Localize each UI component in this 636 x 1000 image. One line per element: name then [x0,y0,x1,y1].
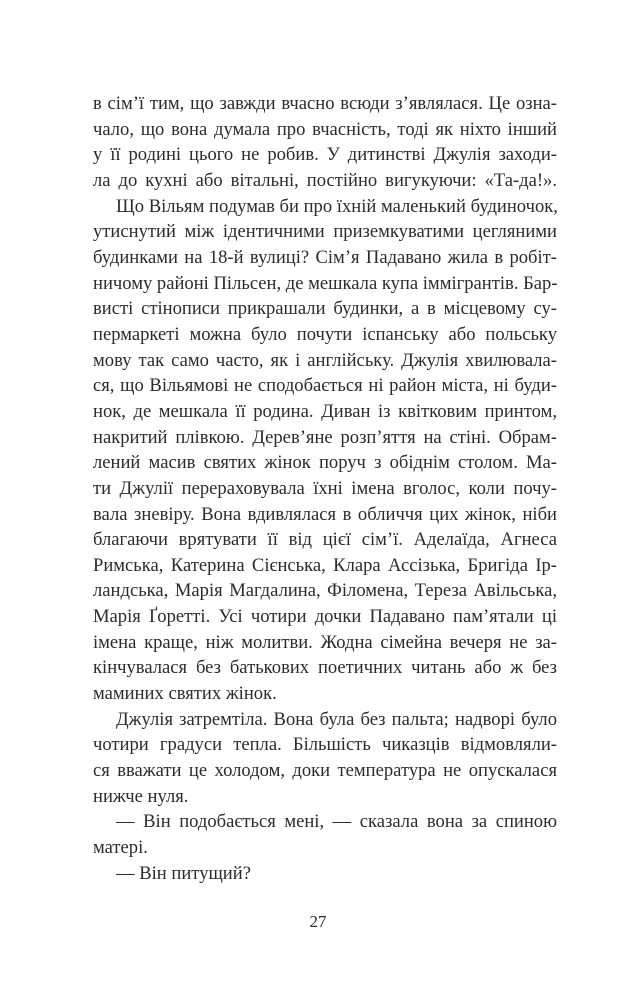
text-line: мову так само часто, як і англійську. Джулія хвилювала- [93,349,557,371]
text-line: Римська, Катерина Сієнська, Клара Ассізька, Бригіда Ір- [93,554,557,576]
body-text [93,91,557,886]
text-line: чало, що вона думала про вчасність, тоді як ніхто інший [93,118,557,140]
text-line: утиснутий між ідентичними приземкуватими цегляними [93,221,557,243]
page-number: 27 [309,912,327,931]
text-line: матері. [93,837,148,859]
text-line: Марія Ґоретті. Усі чотири дочки Падавано пам’ятали ці [93,606,557,628]
text-line: Джулія затремтіла. Вона була без пальта; надворі було [116,708,557,730]
text-line: висті стінописи прикрашали будинки, а в місцевому су- [93,298,557,320]
text-line: — Він питущий? [116,862,251,884]
text-line: в сім’ї тим, що завжди вчасно всюди з’являлася. Це озна- [93,93,557,114]
text-line: нижче нуля. [93,785,189,807]
text-line: ся вважати це холодом, доки температура не опускалася [93,760,557,782]
text-line: ла до кухні або вітальні, постійно вигукуючи: «Та-да!». [93,169,557,191]
text-line: чотири градуси тепла. Більшість чиказців відмовляли- [93,734,557,756]
text-line: ти Джулії перераховувала їхні імена вголос, коли почу- [93,477,557,499]
text-line: будинками на 18-й вулиці? Сім’я Падавано жила в робіт- [93,246,557,268]
text-line: благаючи врятувати її від цієї сім’ї. Аделаїда, Агнеса [93,529,557,551]
text-line: ландська, Марія Магдалина, Філомена, Тереза Авільська, [93,580,557,602]
text-line: — Він подобається мені, — сказала вона за спиною [116,811,557,833]
text-line: маминих святих жінок. [93,683,277,705]
text-line: кінчувалася без батькових поетичних читань або ж без [93,657,557,679]
text-line: ничому районі Пільсен, де мешкала купа іммігрантів. Бар- [93,272,558,294]
text-line: нок, де мешкала її родина. Диван із квітковим принтом, [93,400,557,422]
text-line: імена краще, ніж молитви. Жодна сімейна вечеря не за- [93,631,557,653]
text-line: пермаркеті можна було почути іспанську або польську [93,323,557,345]
text-line: накритий плівкою. Дерев’яне розп’яття на стіні. Обрам- [93,426,557,448]
text-line: у її родині цього не робив. У дитинстві Джулія заходи- [93,144,557,166]
text-line: ся, що Вільямові не сподобається ні район міста, ні буди- [93,375,557,397]
text-line: Що Вільям подумав би про їхній маленький будиночок, [116,195,558,217]
text-line: лений масив святих жінок поруч з обіднім столом. Ма- [93,452,557,474]
text-line: вала зневіру. Вона вдивлялася в обличчя цих жінок, ніби [93,503,557,525]
